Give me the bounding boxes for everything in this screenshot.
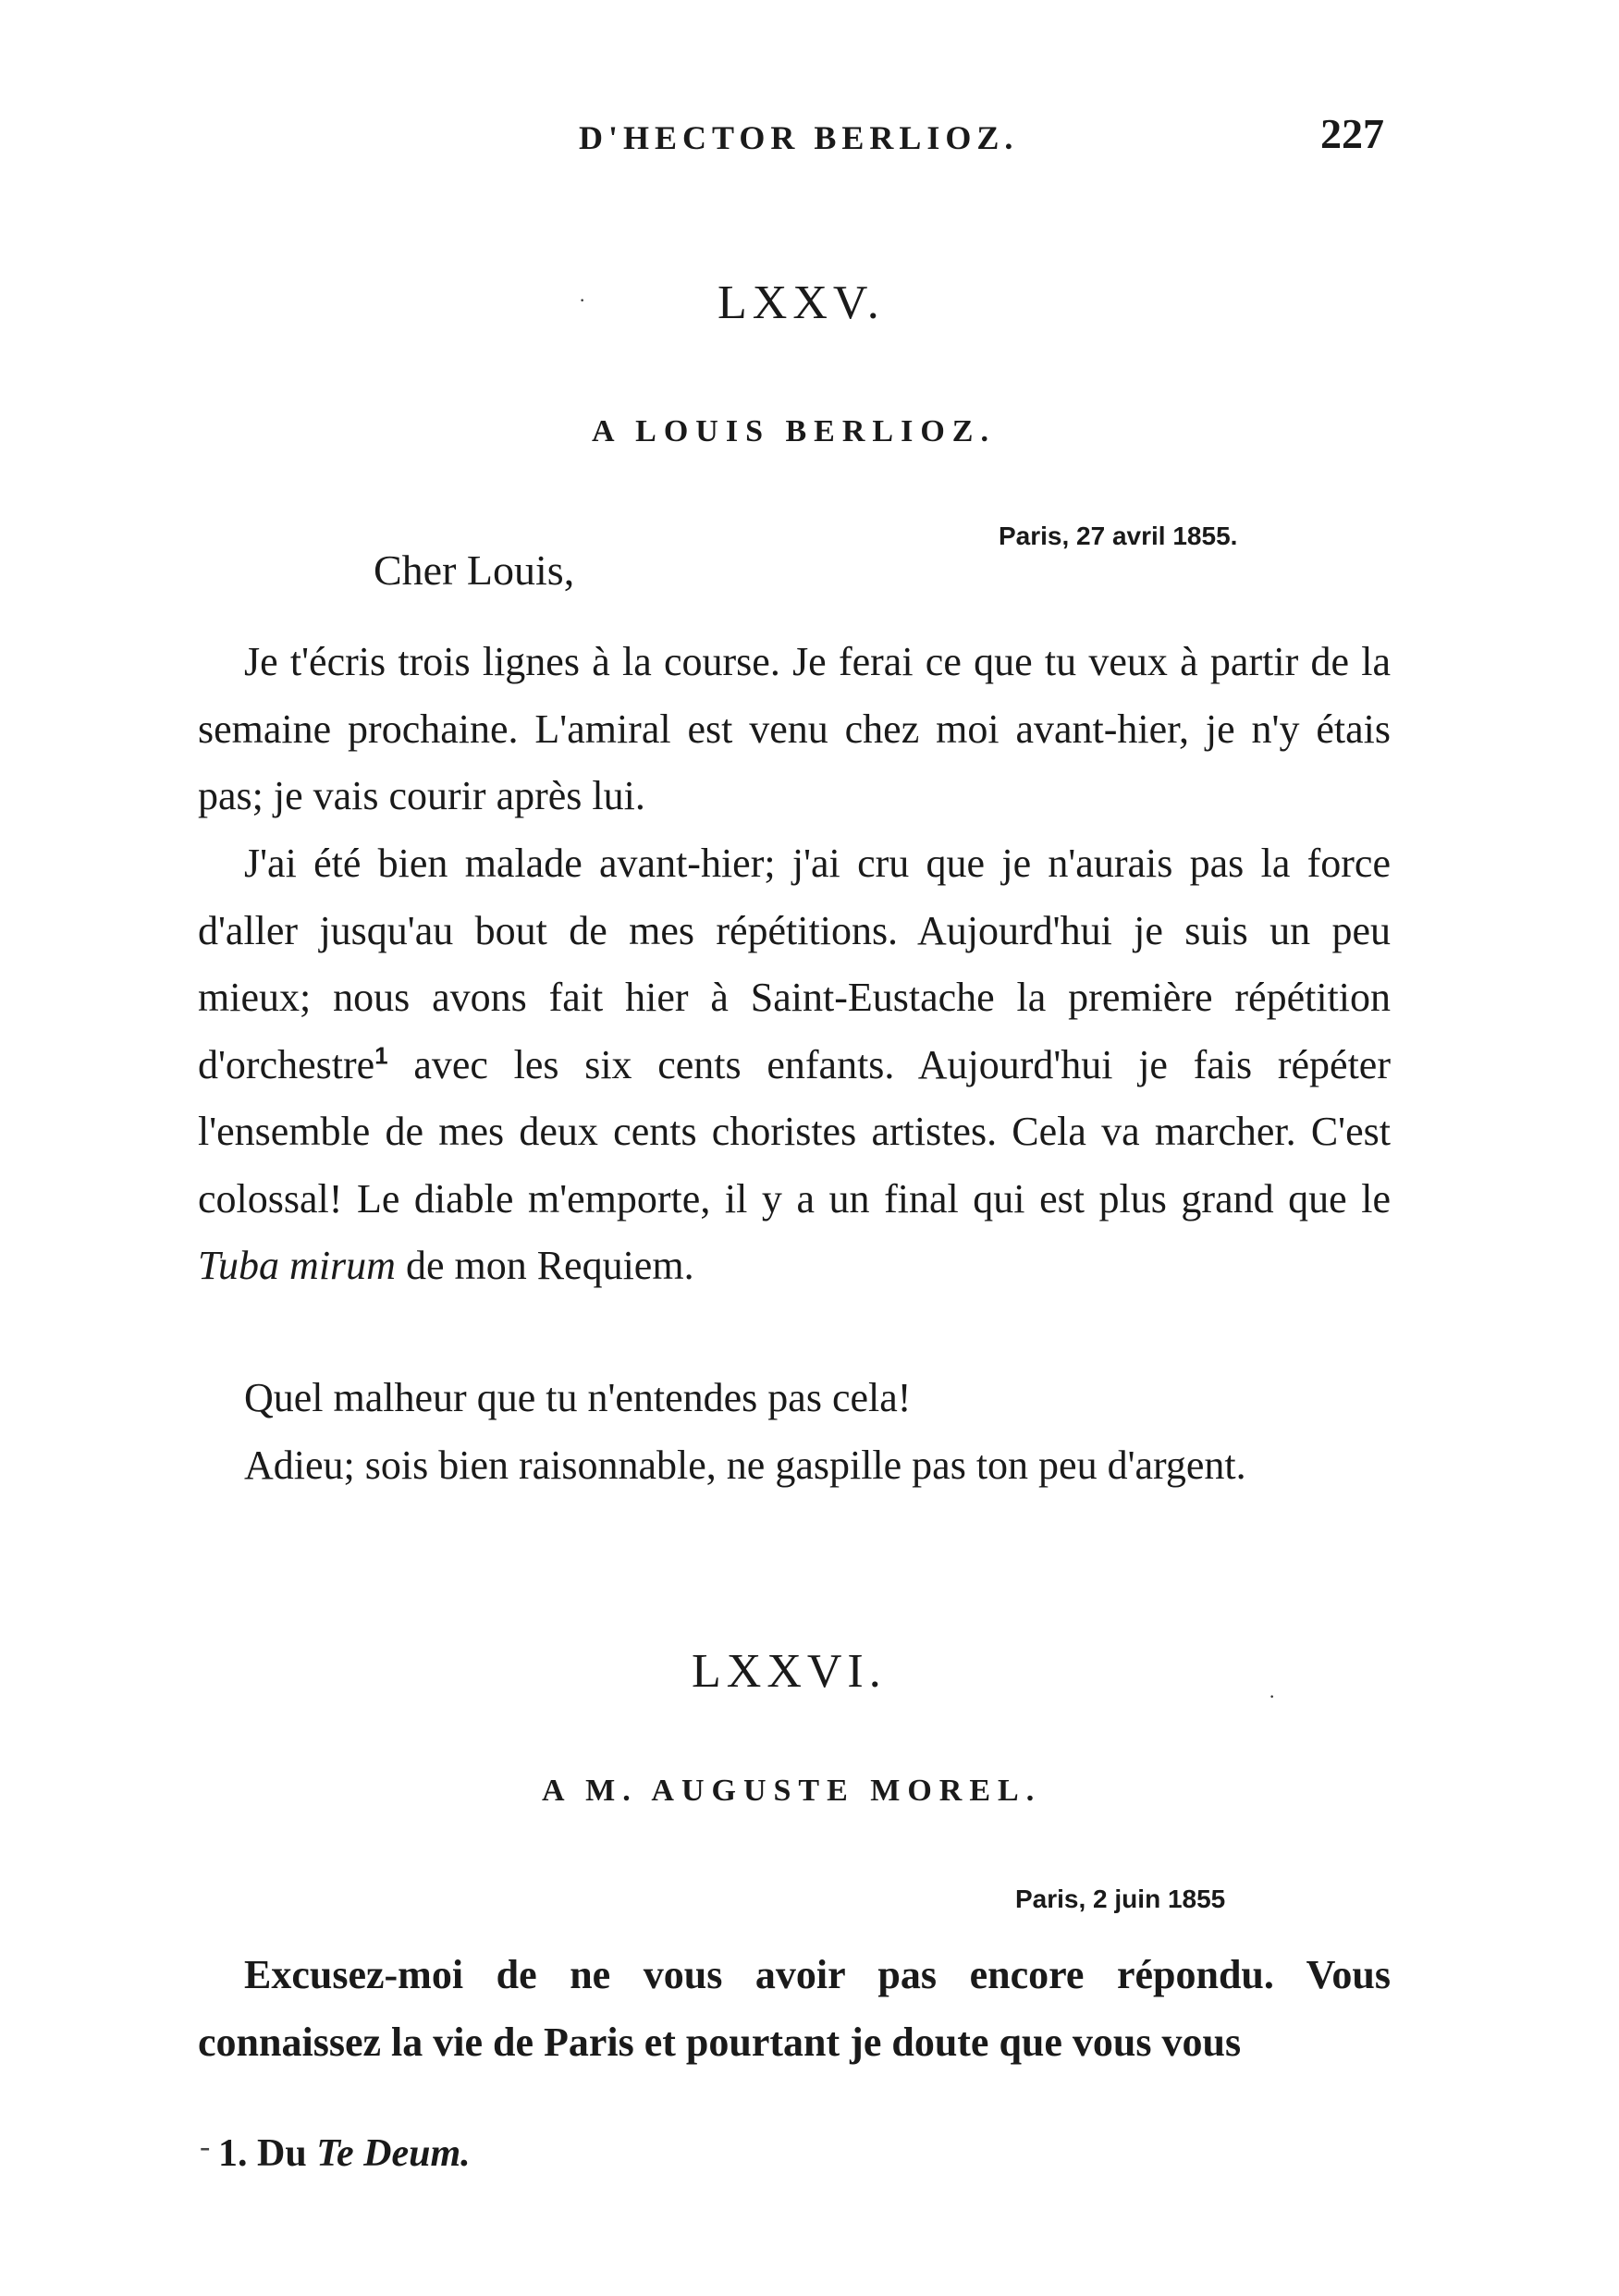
- footnote-marker: 1.: [218, 2132, 248, 2175]
- letter-paragraph: [198, 1942, 1391, 2076]
- letter-dateline: Paris, 27 avril 1855.: [999, 522, 1238, 550]
- footnote-italic: Te Deum.: [316, 2132, 471, 2175]
- letter-number: LXXV.: [718, 276, 885, 329]
- letter-number: LXXVI.: [692, 1645, 887, 1698]
- running-head: D'HECTOR BERLIOZ.: [579, 119, 1019, 156]
- paragraph-text: Quel malheur que tu n'entendes pas cela!: [244, 1375, 912, 1420]
- letter-dateline: Paris, 2 juin 1855: [1015, 1885, 1226, 1913]
- footnote-reference[interactable]: 1: [374, 1040, 388, 1069]
- italic-title: Tuba mirum: [198, 1243, 396, 1288]
- paragraph-text: J'ai été bien malade avant-hier; j'ai cru que je n'aurais pas la force d'aller jusqu'au bout de mes répétitions. Aujourd'hui je suis un peu mieux; nous avons fait hier à Saint-Eustache la première répétition d'orchestre: [198, 841, 1391, 1087]
- paragraph-text: Excusez-moi de ne vous avoir pas encore répondu. Vous connaissez la vie de Paris et pourtant je doute que vous vous: [198, 1952, 1391, 2065]
- print-speck: ·: [1269, 1685, 1276, 1708]
- letter-addressee: A M. AUGUSTE MOREL.: [542, 1774, 1042, 1808]
- footnote-text: Du: [257, 2132, 317, 2175]
- letter-addressee: A LOUIS BERLIOZ.: [592, 414, 996, 448]
- footnote-dash: -: [200, 2130, 211, 2164]
- page-number: 227: [1320, 110, 1384, 157]
- paragraph-text: de mon Requiem.: [395, 1243, 694, 1288]
- letter-paragraph: [198, 629, 1391, 830]
- paragraph-text: avec les six cents enfants. Aujourd'hui je fais répéter l'ensemble de mes deux cents choristes artistes. Cela va marcher. C'est colossal! Le diable m'emporte, il y a un final qui est plus grand que le: [198, 1041, 1391, 1222]
- footnote: [218, 2131, 471, 2176]
- letter-paragraph: [198, 1432, 1391, 1500]
- paragraph-text: Je t'écris trois lignes à la course. Je ferai ce que tu veux à partir de la semaine prochaine. L'amiral est venu chez moi avant-hier, je n'y étais pas; je vais courir après lui.: [198, 639, 1391, 818]
- paragraph-text: Adieu; sois bien raisonnable, ne gaspille pas ton peu d'argent.: [244, 1443, 1246, 1488]
- letter-paragraph: [198, 1365, 1391, 1432]
- letter-salutation: Cher Louis,: [374, 546, 575, 594]
- letter-paragraph: [198, 830, 1391, 1300]
- print-speck: ·: [579, 289, 586, 312]
